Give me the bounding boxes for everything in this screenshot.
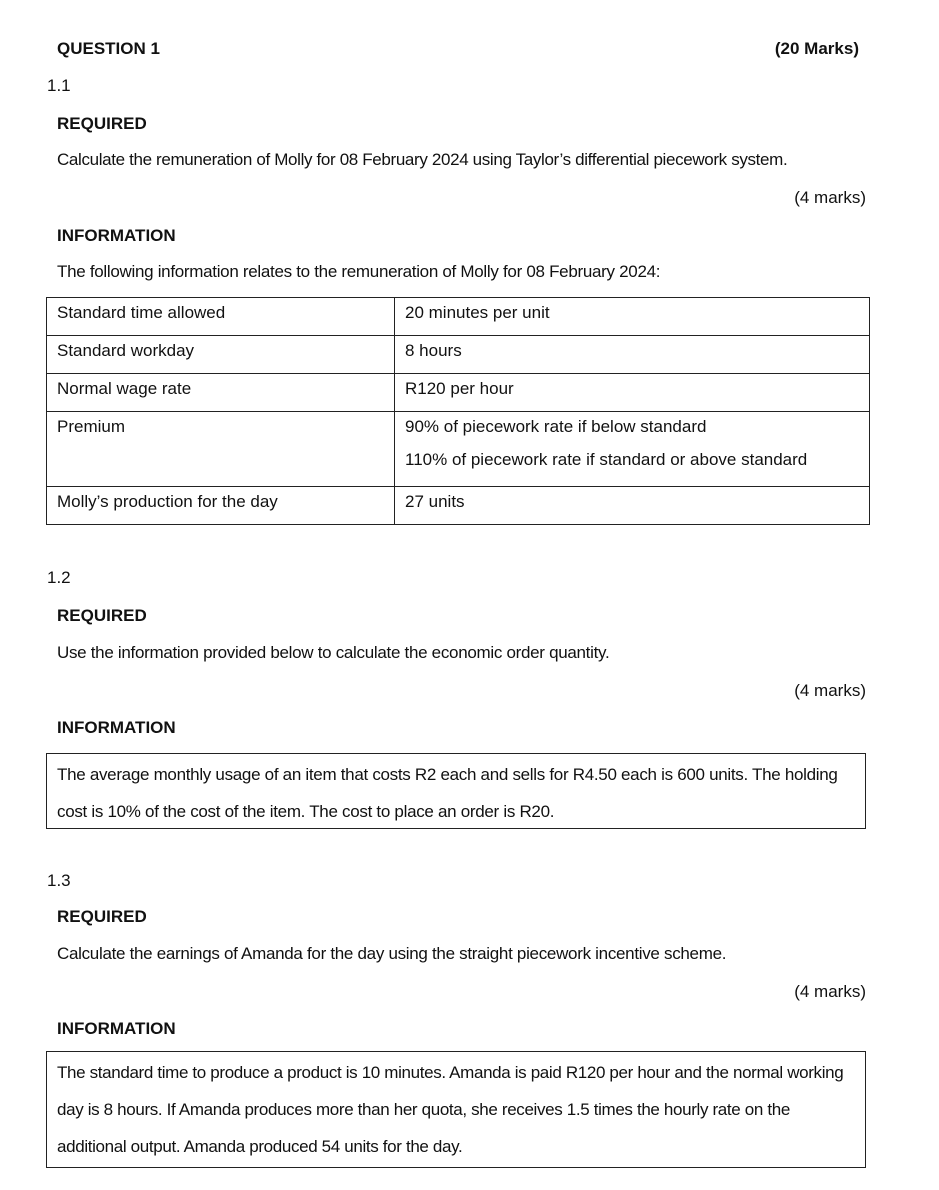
page-title: QUESTION 1 — [57, 39, 160, 58]
marks-1-1: (4 marks) — [794, 188, 866, 207]
required-heading-1-3: REQUIRED — [57, 907, 147, 926]
required-text-1-1: Calculate the remuneration of Molly for 08 February 2024 using Taylor’s differential piecework system. — [57, 150, 788, 169]
table-cell-label: Standard workday — [47, 336, 395, 374]
table-row — [47, 336, 870, 374]
table-row — [47, 412, 870, 487]
premium-below-standard: 90% of piecework rate if below standard — [405, 417, 707, 436]
required-text-1-2: Use the information provided below to calculate the economic order quantity. — [57, 643, 610, 662]
info-box-1-2: The average monthly usage of an item that costs R2 each and sells for R4.50 each is 600 units. The holding cost is 10% of the cost of the item. The cost to place an order is R20. — [46, 753, 866, 829]
question-number-1-1: 1.1 — [47, 76, 71, 95]
marks-1-2: (4 marks) — [794, 681, 866, 700]
total-marks: (20 Marks) — [774, 39, 859, 58]
table-row — [47, 298, 870, 336]
premium-above-standard: 110% of piecework rate if standard or above standard — [405, 450, 808, 469]
table-cell-label: Molly’s production for the day — [47, 487, 395, 525]
required-heading-1-1: REQUIRED — [57, 114, 147, 133]
table-row — [47, 374, 870, 412]
table-row — [47, 487, 870, 525]
table-cell-value: 20 minutes per unit — [395, 298, 870, 336]
table-cell-label: Premium — [47, 412, 395, 487]
question-number-1-2: 1.2 — [47, 568, 71, 587]
info-table-1-1 — [46, 297, 870, 525]
marks-1-3: (4 marks) — [794, 982, 866, 1001]
table-cell-value: R120 per hour — [395, 374, 870, 412]
info-heading-1-3: INFORMATION — [57, 1019, 176, 1038]
required-heading-1-2: REQUIRED — [57, 606, 147, 625]
table-cell-value-multi — [395, 412, 870, 487]
question-number-1-3: 1.3 — [47, 871, 71, 890]
table-cell-value: 27 units — [395, 487, 870, 525]
info-box-1-3: The standard time to produce a product is 10 minutes. Amanda is paid R120 per hour and the normal working day is 8 hours. If Amanda produces more than her quota, she receives 1.5 times the hourly rate on the additional output. Amanda produced 54 units for the day. — [46, 1051, 866, 1168]
info-heading-1-2: INFORMATION — [57, 718, 176, 737]
info-heading-1-1: INFORMATION — [57, 226, 176, 245]
required-text-1-3: Calculate the earnings of Amanda for the day using the straight piecework incentive scheme. — [57, 944, 727, 963]
table-cell-value: 8 hours — [395, 336, 870, 374]
info-intro-1-1: The following information relates to the remuneration of Molly for 08 February 2024: — [57, 262, 661, 281]
table-cell-label: Standard time allowed — [47, 298, 395, 336]
table-cell-label: Normal wage rate — [47, 374, 395, 412]
